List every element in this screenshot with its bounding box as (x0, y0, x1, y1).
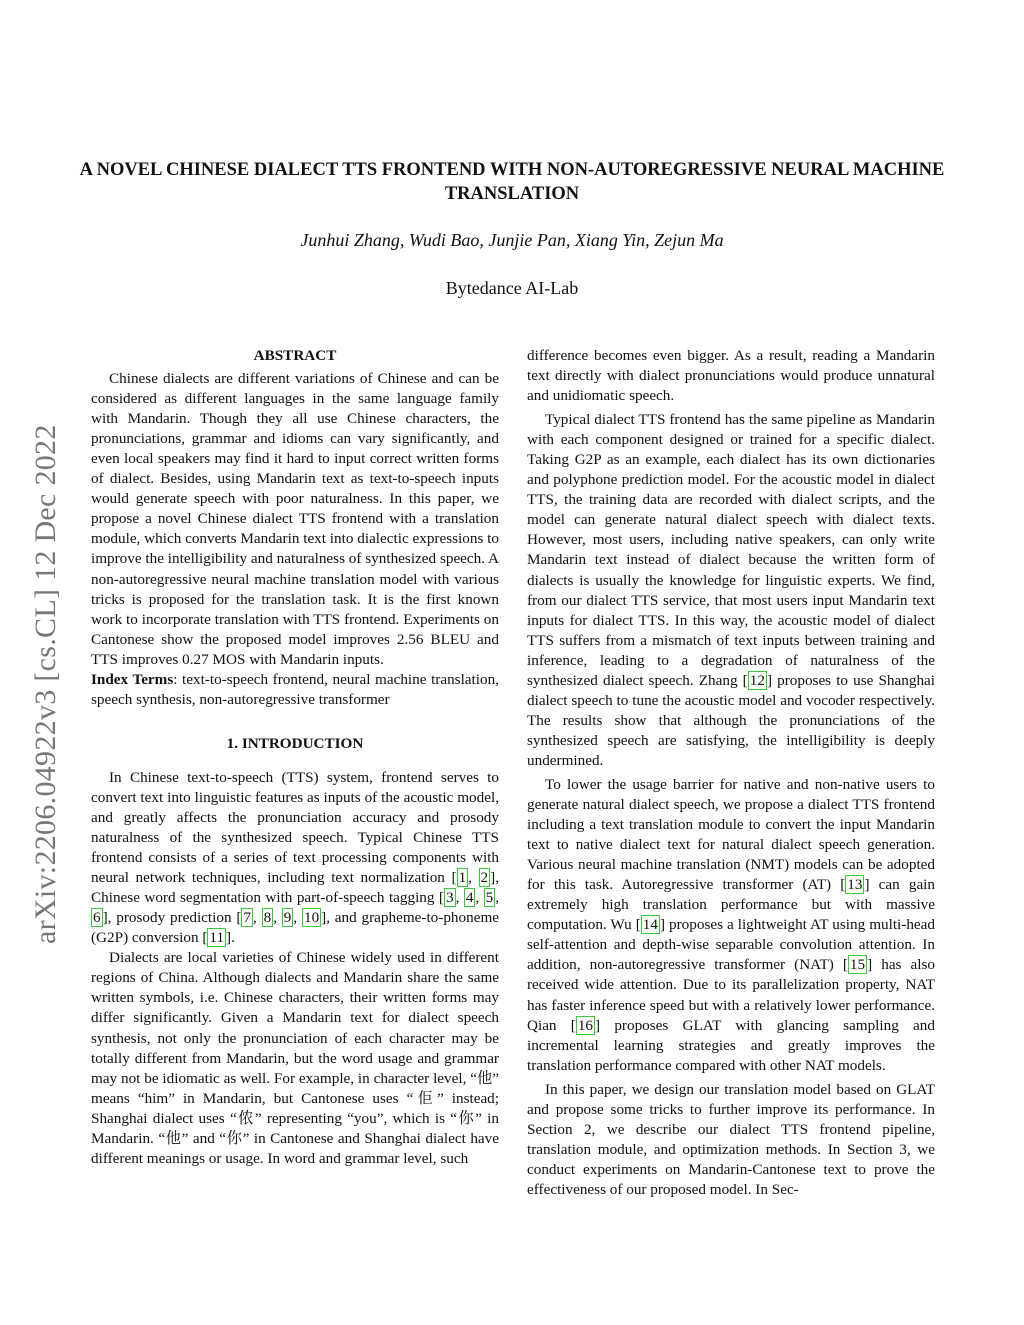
affiliation: Bytedance AI-Lab (445, 278, 579, 298)
text-run: ], and grapheme-to-phoneme (G2P) conversion [ (91, 909, 500, 947)
citation-link[interactable]: 13 (847, 876, 863, 894)
citation-link[interactable]: 15 (849, 956, 866, 974)
citation-link[interactable]: 2 (480, 869, 489, 887)
intro-paragraph-2: Dialects are local varieties of Chinese widely used in different regions of China. Although dialects and Mandarin share the same written symbols, i.e. Chinese characters, their written forms may differ significantly. Given a Mandarin text for dialect speech synthesis, not only the pronunciation of each character may be totally different from Mandarin, but the word usage and grammar may not be idiomatic as well. For example, in character level, “他” means “him” in Mandarin, but Cantonese uses “佢” instead; Shanghai dialect uses “侬” representing “you”, which is “你” in Mandarin. “他” and “你” in Cantonese and Shanghai dialect have different meanings or usage. In word and grammar level, such (91, 949, 499, 1167)
text-run: ] proposes a lightweight AT using multi-head self-attention and depth-wise separable convolution attention. In addition, non-autoregressive transformer (NAT) [ (527, 916, 935, 974)
citation-link[interactable]: 4 (465, 889, 474, 907)
citation-link[interactable]: 10 (303, 909, 320, 927)
index-terms-label: Index Terms (91, 670, 174, 688)
right-paragraph-4: In this paper, we design our translation model based on GLAT and propose some tricks to further improve its performance. In Section 2, we describe our dialect TTS frontend pipeline, translation module, and optimization methods. In Section 3, we conduct experiments on Mandarin-Cantonese text to prove the effectiveness of our proposed model. In Sec- (527, 1080, 935, 1198)
text-run: ] proposes GLAT with glancing sampling and incremental learning strategies and greatly improves the translation performance compared with other NAT models. (527, 1016, 935, 1074)
text-run: ] can gain extremely high translation performance but with massive computation. Wu [ (527, 876, 935, 934)
text-run: ] has also received wide attention. Due to its parallelization property, NAT has faster inference speed but with a relatively lower performance. Qian [ (527, 956, 935, 1034)
citation-link[interactable]: 1 (458, 869, 467, 887)
citation-link[interactable]: 5 (485, 889, 494, 907)
intro-paragraph-1: In Chinese text-to-speech (TTS) system, frontend serves to convert text into linguistic features as inputs of the acoustic model, and greatly affects the pronunciation accuracy and prosody naturalness of the synthesized speech. Typical Chinese TTS frontend consists of a series of text processing components with neural network techniques, including text normalization [ 1 , 2 ], Chinese word segmentation with part-of-speech tagging [ 3 , 4 , 5 , 6 ], prosody prediction [ 7 , 8 , 9 , 10 ], and grapheme-to-phoneme (G2P) conversion [ 11 ]. (91, 768, 500, 947)
index-terms-text: : text-to-speech frontend, neural machine translation, speech synthesis, non-autoregressive transformer (91, 670, 499, 708)
arxiv-identifier: arXiv:2206.04922v3 [cs.CL] 12 Dec 2022 (29, 424, 62, 944)
text-run: ], prosody prediction [ (102, 909, 242, 927)
citation-link[interactable]: 8 (263, 909, 272, 927)
citation-link[interactable]: 16 (577, 1016, 594, 1034)
paper-title: A NOVEL CHINESE DIALECT TTS FRONTEND WITH NON-AUTOREGRESSIVE NEURAL MACHINE TRANSLATION (79, 160, 945, 204)
right-paragraph-3 (527, 775, 935, 1076)
citation-link[interactable]: 3 (445, 889, 454, 907)
abstract-heading: ABSTRACT (253, 347, 337, 364)
left-column (91, 346, 499, 1169)
right-paragraph-1: difference becomes even bigger. As a result, reading a Mandarin text directly with dialect pronunciations would produce unnatural and unidiomatic speech. (527, 347, 935, 405)
citation-link[interactable]: 11 (209, 929, 225, 947)
right-paragraph-2 (527, 410, 935, 771)
citation-link[interactable]: 14 (642, 916, 658, 934)
author-list: Junhui Zhang, Wudi Bao, Junjie Pan, Xiang Yin, Zejun Ma (300, 230, 724, 250)
citation-link[interactable]: 9 (283, 909, 292, 927)
text-run: ], Chinese word segmentation with part-of-speech tagging [ (91, 869, 499, 907)
introduction-heading: 1. INTRODUCTION (226, 734, 364, 752)
index-terms (91, 670, 499, 710)
text-run: In Chinese text-to-speech (TTS) system, frontend serves to convert text into linguistic features as inputs of the acoustic model, and greatly affects the pronunciation accuracy and prosody naturalness of the synthesized speech. Typical Chinese TTS frontend consists of a series of text processing components with neural network techniques, including text normalization [ (91, 768, 499, 887)
citation-link[interactable]: 7 (243, 909, 251, 927)
text-run: ]. (226, 929, 235, 947)
text-run: ] proposes to use Shanghai dialect speech to tune the acoustic model and vocoder respectively. The results show that although the pronunciations of the synthesized speech are satisfying, the intelligibility is deeply undermined. (527, 671, 936, 769)
text-run: Typical dialect TTS frontend has the same pipeline as Mandarin with each component designed or trained for a specific dialect. Taking G2P as an example, each dialect has its own dictionaries and polyphone prediction model. For the acoustic model in dialect TTS, the training data are recorded with dialect scripts, and the model can generate natural dialect speech with dialect texts. However, most users, including native speakers, can only write Mandarin text instead of dialect because the written form of dialects is usually the knowledge for linguistic experts. We find, from our dialect TTS service, that most users input Mandarin text inputs for dialect TTS. In this way, the acoustic model of dialect TTS suffers from a mismatch of text inputs between training and inference, leading to a degradation of naturalness of the synthesized dialect speech. Zhang [ (527, 411, 935, 689)
citation-link[interactable]: 12 (749, 671, 765, 689)
abstract-body: Chinese dialects are different variations of Chinese and can be considered as different languages in the same language family with Mandarin. Though they all use Chinese characters, the pronunciations, grammar and idioms can vary significantly, and even local speakers may find it hard to input correct written forms of dialect. Besides, using Mandarin text as text-to-speech inputs would generate speech with poor naturalness. In this paper, we propose a novel Chinese dialect TTS frontend with a translation module, which converts Mandarin text into dialectic expressions to improve the intelligibility and naturalness of synthesized speech. A non-autoregressive neural machine translation model with various tricks is proposed for the translation task. It is the first known work to incorporate translation with TTS frontend. Experiments on Cantonese show the proposed model improves 2.56 BLEU and TTS improves 0.27 MOS with Mandarin inputs. (91, 370, 499, 668)
citation-link[interactable]: 6 (93, 909, 101, 927)
text-run: To lower the usage barrier for native and non-native users to generate natural dialect speech, we propose a dialect TTS frontend including a text translation module to convert the input Mandarin text to native dialect text for natural dialect speech generation. Various neural machine translation (NMT) models can be adopted for this task. Autoregressive transformer (AT) [ (527, 775, 935, 894)
right-column (527, 346, 935, 1200)
